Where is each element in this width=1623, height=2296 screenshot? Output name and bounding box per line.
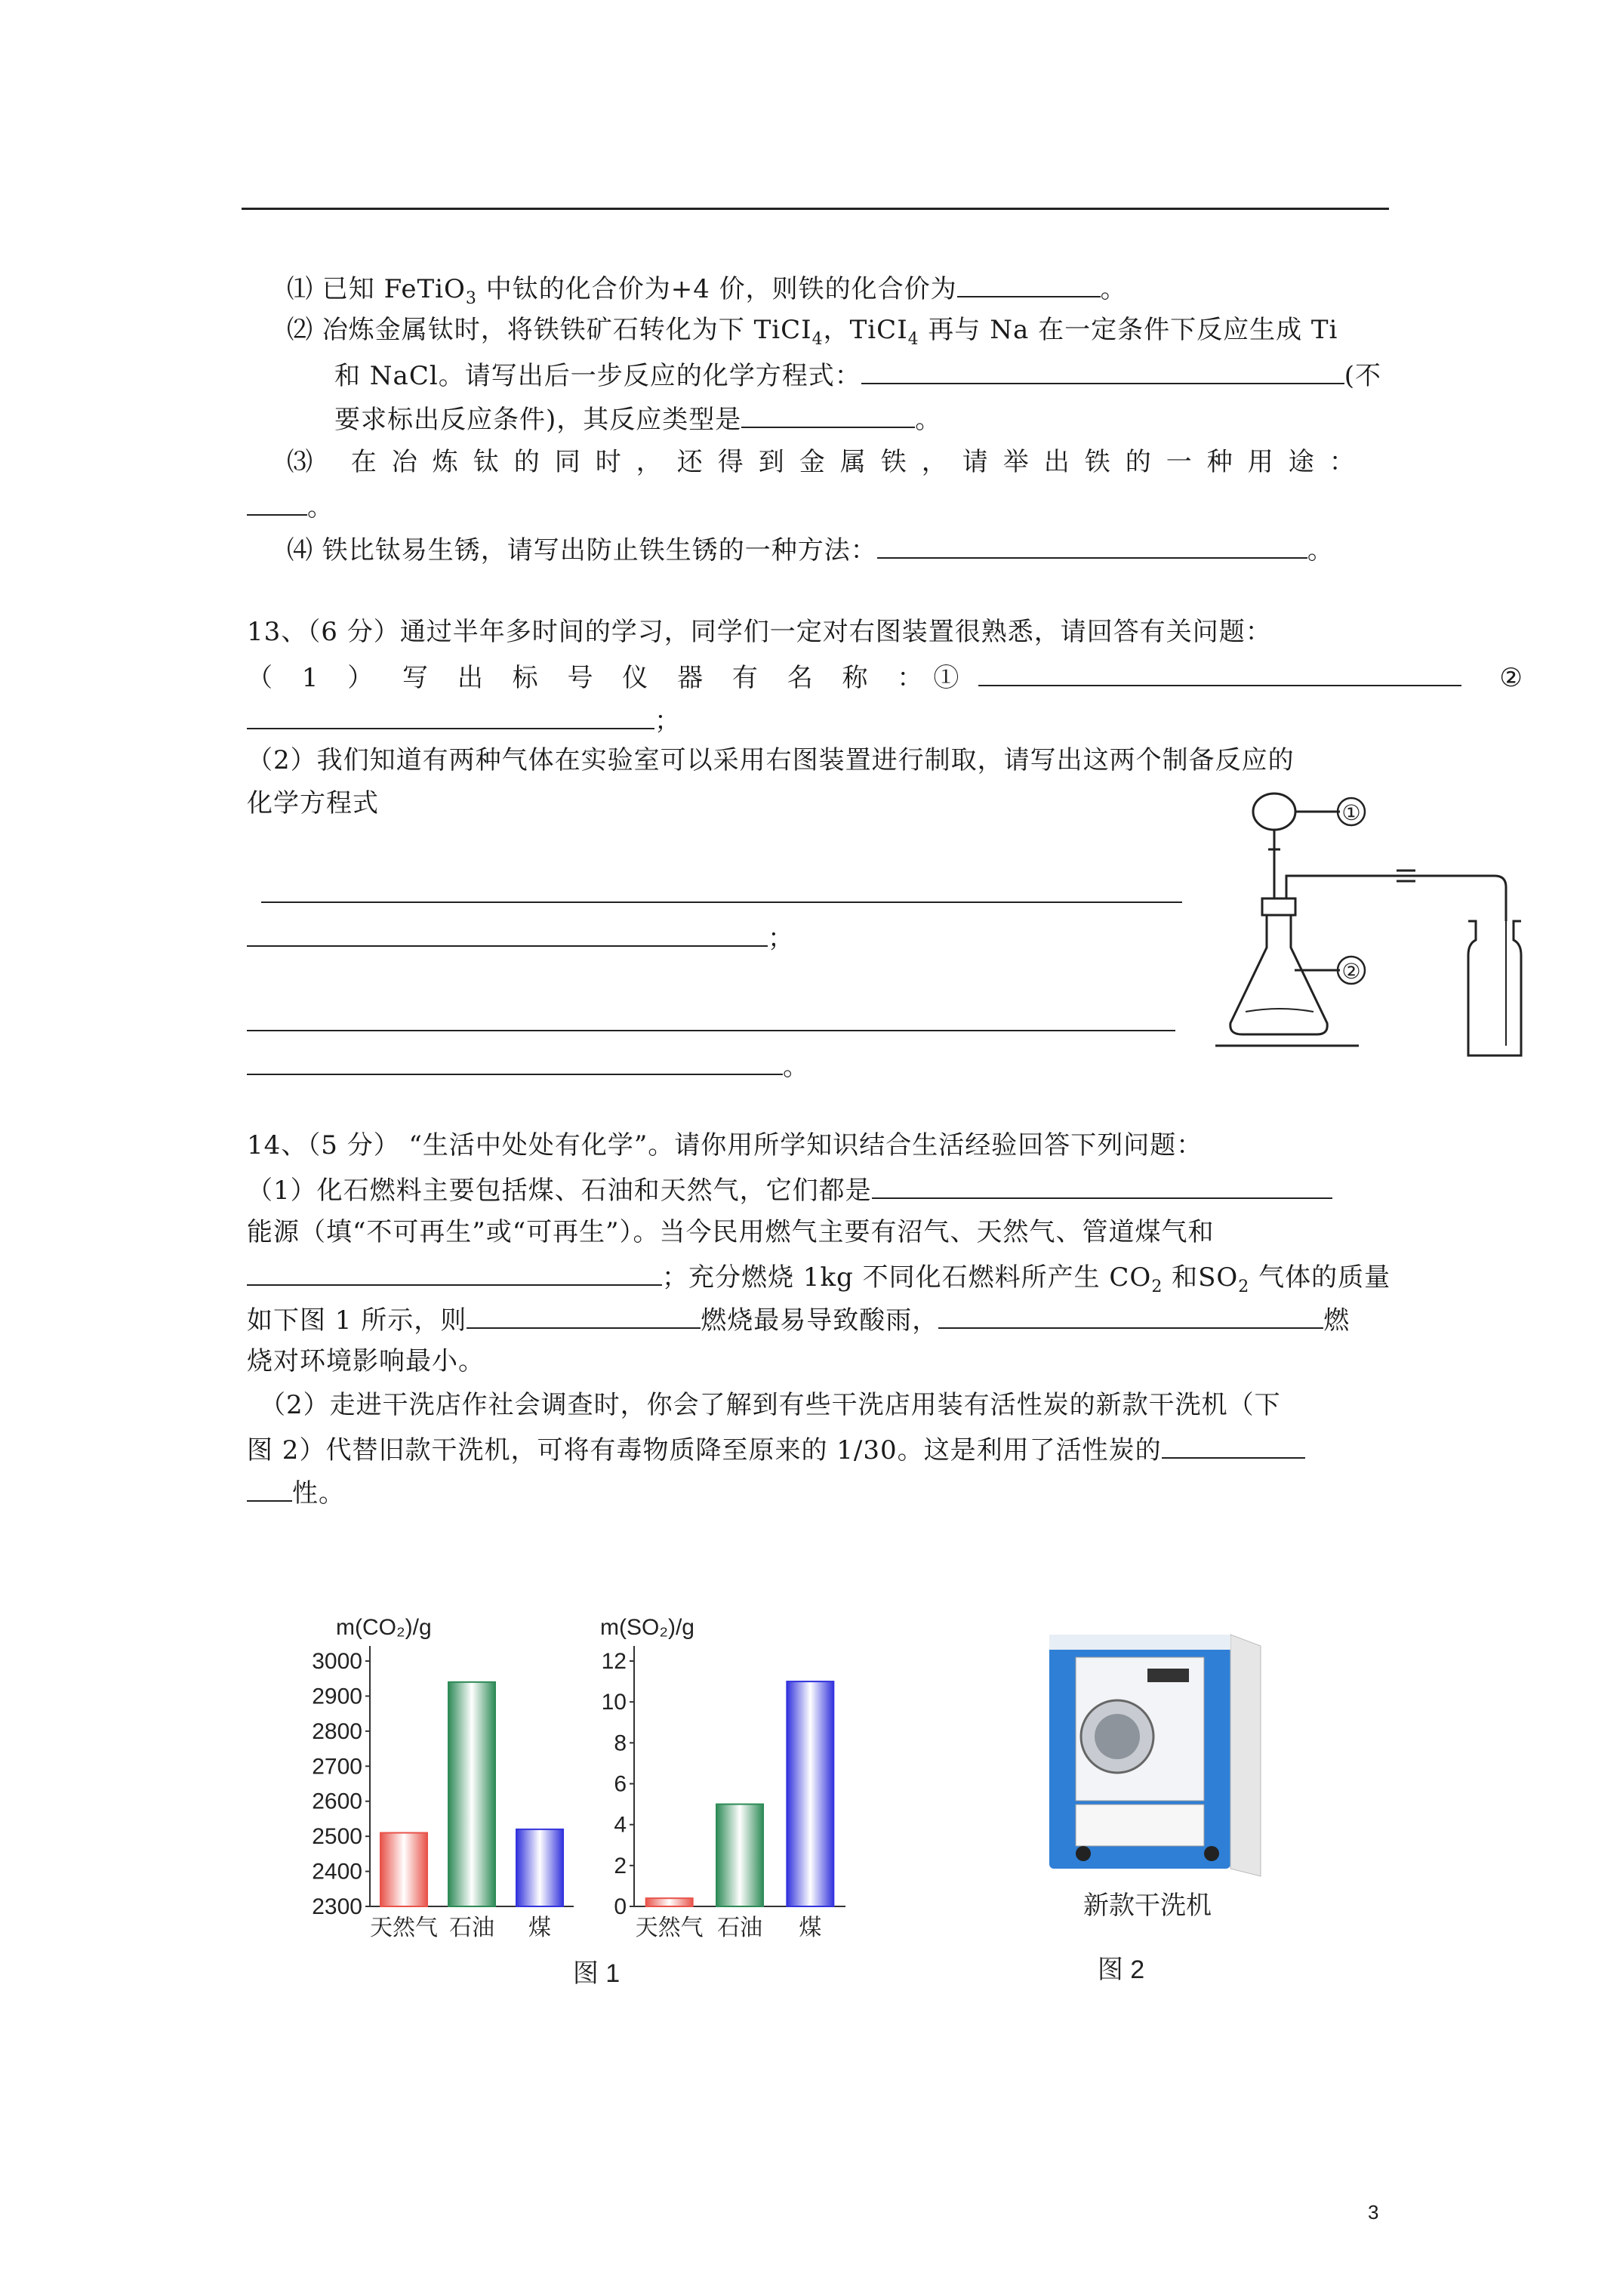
q14-line-4: 如下图 1 所示，则 燃烧最易导致酸雨， 燃 bbox=[247, 1302, 1350, 1337]
figure-1-charts bbox=[287, 1608, 906, 1986]
answer-blank[interactable] bbox=[978, 659, 1461, 686]
apparatus-label-1: ① bbox=[1341, 800, 1361, 825]
y-axis-label: m(SO₂)/g bbox=[600, 1615, 694, 1640]
y-tick-label: 2500 bbox=[312, 1824, 362, 1850]
y-tick-label: 2300 bbox=[312, 1894, 362, 1919]
q13-answer-line bbox=[261, 876, 1182, 911]
figure-2-dry-cleaner bbox=[1034, 1623, 1291, 1986]
x-tick-label: 石油 bbox=[717, 1915, 762, 1940]
answer-blank[interactable] bbox=[957, 270, 1101, 297]
answer-blank[interactable] bbox=[247, 488, 307, 516]
page-number: 3 bbox=[1368, 2201, 1379, 2224]
answer-blank[interactable] bbox=[467, 1302, 701, 1329]
q12-line-2: ⑵ 冶炼金属钛时，将铁铁矿石转化为下 TiCI$_4$，TiCI$_4$ 再与 Na 在一定条件下反应生成 Ti bbox=[287, 315, 1338, 349]
answer-blank[interactable] bbox=[247, 702, 654, 729]
figure-2-label: 新款干洗机 bbox=[1083, 1891, 1212, 1920]
answer-blank[interactable] bbox=[247, 920, 768, 947]
x-tick-label: 煤 bbox=[528, 1915, 551, 1940]
y-axis-label: m(CO₂)/g bbox=[336, 1615, 432, 1640]
q14-line-5: 烧对环境影响最小。 bbox=[247, 1346, 485, 1376]
so2-bar-chart bbox=[600, 1615, 845, 1940]
answer-blank[interactable] bbox=[247, 1475, 292, 1502]
x-tick-label: 天然气 bbox=[370, 1915, 438, 1940]
co2-bar-chart bbox=[312, 1615, 574, 1940]
q14-line-7: 图 2）代替旧款干洗机，可将有毒物质降至原来的 1/30。这是利用了活性炭的 bbox=[247, 1432, 1305, 1467]
q12-line-5: ⑶ 在冶炼钛的同时，还得到金属铁，请举出铁的一种用途： bbox=[287, 447, 1370, 477]
y-tick-label: 3000 bbox=[312, 1649, 362, 1674]
q12-line-3: 和 NaCl。请写出后一步反应的化学方程式： (不 bbox=[334, 357, 1381, 393]
y-tick-label: 8 bbox=[614, 1730, 627, 1756]
q13-answer-line: ； bbox=[247, 920, 794, 955]
answer-blank[interactable] bbox=[861, 357, 1344, 384]
q14-line-1: （1）化石燃料主要包括煤、石油和天然气，它们都是 bbox=[247, 1172, 1332, 1207]
bar-天然气 bbox=[380, 1833, 427, 1907]
y-tick-label: 4 bbox=[614, 1812, 627, 1838]
y-tick-label: 6 bbox=[614, 1771, 627, 1797]
y-tick-label: 12 bbox=[601, 1649, 627, 1674]
bar-石油 bbox=[716, 1804, 763, 1906]
q14-line-6: （2）走进干洗店作社会调查时，你会了解到有些干洗店用装有活性炭的新款干洗机（下 bbox=[260, 1390, 1281, 1420]
q13-answer-line bbox=[247, 1004, 1175, 1040]
x-tick-label: 天然气 bbox=[635, 1915, 704, 1940]
x-tick-label: 石油 bbox=[449, 1915, 494, 1940]
y-tick-label: 2600 bbox=[312, 1789, 362, 1814]
bar-煤 bbox=[787, 1681, 833, 1906]
q14-line-3: ；充分燃烧 1kg 不同化石燃料所产生 $CO_2$ 和$SO_2$ 气体的质量 bbox=[247, 1259, 1390, 1294]
q12-line-7: ⑷ 铁比钛易生锈，请写出防止铁生锈的一种方法： 。 bbox=[287, 532, 1334, 567]
q13-heading: 13、（6 分）通过半年多时间的学习，同学们一定对右图装置很熟悉，请回答有关问题： bbox=[247, 617, 1272, 647]
header-rule bbox=[242, 208, 1389, 210]
y-tick-label: 2400 bbox=[312, 1859, 362, 1885]
q14-line-8: 性。 bbox=[247, 1475, 345, 1510]
figure-2-caption: 图 2 bbox=[1097, 1955, 1145, 1984]
y-tick-label: 2 bbox=[614, 1853, 627, 1878]
y-tick-label: 2900 bbox=[312, 1684, 362, 1709]
bar-天然气 bbox=[646, 1898, 693, 1906]
q14-heading: 14、（5 分） “生活中处处有化学”。请你用所学知识结合生活经验回答下列问题： bbox=[247, 1130, 1203, 1160]
answer-blank[interactable] bbox=[741, 401, 915, 428]
q12-line-4: 要求标出反应条件)，其反应类型是 。 bbox=[334, 401, 941, 436]
dry-cleaning-machine-image bbox=[1049, 1635, 1261, 1876]
answer-blank[interactable] bbox=[1162, 1432, 1305, 1459]
q14-line-2: 能源（填“不可再生”或“可再生”）。当今民用燃气主要有沼气、天然气、管道煤气和 bbox=[247, 1217, 1215, 1247]
answer-blank[interactable] bbox=[872, 1172, 1332, 1199]
q13-line-3: （2）我们知道有两种气体在实验室可以采用右图装置进行制取，请写出这两个制备反应的 bbox=[247, 745, 1295, 775]
y-tick-label: 2800 bbox=[312, 1718, 362, 1744]
figure-1-caption: 图 1 bbox=[572, 1959, 621, 1986]
answer-blank[interactable] bbox=[877, 532, 1307, 559]
answer-blank[interactable] bbox=[247, 1048, 783, 1075]
q13-answer-line: 。 bbox=[247, 1048, 809, 1083]
q13-line-2: ； bbox=[247, 702, 681, 738]
gas-apparatus-diagram bbox=[1208, 785, 1540, 1065]
y-tick-label: 10 bbox=[601, 1690, 627, 1715]
y-tick-label: 2700 bbox=[312, 1754, 362, 1780]
bar-石油 bbox=[448, 1682, 495, 1906]
answer-blank[interactable] bbox=[938, 1302, 1323, 1329]
q12-line-1: ⑴ 已知 FeTiO$_3$ 中钛的化合价为+4 价，则铁的化合价为 。 bbox=[287, 270, 1127, 306]
answer-blank[interactable] bbox=[247, 1004, 1175, 1031]
q12-line-6: 。 bbox=[247, 488, 334, 524]
x-tick-label: 煤 bbox=[799, 1915, 822, 1940]
y-tick-label: 0 bbox=[614, 1894, 627, 1919]
q13-line-4: 化学方程式 bbox=[247, 788, 379, 818]
q13-line-1: （ 1 ） 写 出 标 号 仪 器 有 名 称 ：① ② bbox=[247, 659, 1533, 695]
answer-blank[interactable] bbox=[247, 1259, 662, 1286]
bar-煤 bbox=[516, 1829, 563, 1906]
apparatus-label-2: ② bbox=[1341, 959, 1361, 984]
answer-blank[interactable] bbox=[261, 876, 1182, 903]
